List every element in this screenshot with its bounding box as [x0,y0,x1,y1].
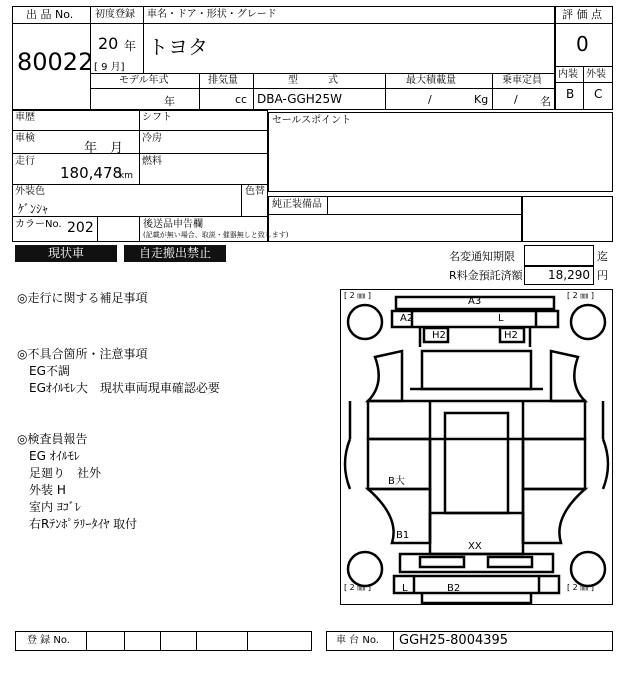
inspector-1: EG ｵｲﾙﾓﾚ [29,449,80,463]
recycle-label: R料金預託済額 [449,269,523,282]
genuine-equipment-label: 純正装備品 [272,199,322,210]
first-reg-label: 初度登録 [95,9,135,20]
lot-no-label: 出 品 No. [26,8,74,21]
damage-a2: A2 [400,313,414,324]
max-load-label: 最大積載量 [406,75,456,86]
rating-box [555,6,613,110]
damage-xx: XX [468,541,482,552]
model-year-unit: 年 [164,95,175,108]
lot-no: 80022 [17,48,94,76]
front-right-fender [551,351,585,401]
tire-front-left [348,305,382,339]
damage-a3: A3 [468,296,482,307]
damage-l-rear: L [402,583,408,594]
tire-depth-front-left: [ 2 ㎜ ] [344,291,371,300]
tire-rear-right [571,552,605,586]
capacity-unit: 名 [540,95,551,108]
inspector-2: 足廻り 社外 [29,466,102,480]
front-left-fender [368,351,402,401]
damage-b2: B2 [447,583,461,594]
car-diagram-drawing [340,289,613,605]
tire-depth-rear-right: [ 2 ㎜ ] [567,583,594,592]
inspection-value: 年 月 [84,141,124,156]
exterior-grade: C [594,87,603,101]
capacity-slash: / [514,93,518,106]
supplement-title: ◎走行に関する補足事項 [17,291,148,305]
inspector-4: 室内 ﾖｺﾞﾚ [29,500,81,514]
body-outline [368,401,585,439]
color-no-value: 202 [67,220,94,236]
recycle-value: 18,290 [548,268,590,282]
rating-value: 0 [576,32,589,56]
interior-grade: B [566,87,575,101]
car-name-label: 車名・ドア・形状・グレード [147,9,277,20]
model-year-label: モデル年式 [119,75,169,86]
inspector-3: 外装 H [29,483,66,497]
tire-rear-left [348,552,382,586]
name-change-box [524,245,594,267]
fuel-label: 燃料 [142,156,162,167]
car-diagram [340,289,613,605]
post-docs-note: (記載が無い場合、取説・催器無しと致します) [143,231,289,239]
car-name: トヨタ [148,35,208,59]
no-self-drive-badge: 自走搬出禁止 [124,245,226,262]
first-reg-month: [ 9 月] [94,62,125,73]
tire-front-right [571,305,605,339]
rear-right-fender [523,489,585,543]
inspection-label: 車検 [15,133,35,144]
damage-b1: B1 [396,530,410,541]
color-no-label: カラーNo. [15,219,62,230]
exterior-label: 外装 [586,69,606,80]
recycle-unit: 円 [597,269,608,282]
displacement-unit: cc [235,93,248,106]
shift-label: シフト [142,112,172,123]
rear-bumper [394,576,559,593]
roof [445,413,508,513]
damage-h2-left: H2 [432,330,446,341]
defect-1: EG不調 [29,364,70,378]
reg-no-label: 登 録 No. [27,635,70,646]
hood [422,351,531,389]
mileage-value: 180,478 [60,164,123,182]
damage-h2-right: H2 [504,330,518,341]
ext-color-label: 外装色 [15,186,45,197]
name-change-unit: 迄 [597,250,608,263]
year-unit: 年 [124,39,137,53]
damage-l-front: L [498,313,504,324]
ac-label: 冷房 [142,133,162,144]
inspector-title: ◎検査員報告 [17,432,88,446]
name-change-label: 名変通知期限 [449,250,515,263]
max-load-slash: / [428,93,432,106]
type-label: 型 式 [288,75,338,86]
max-load-unit: Kg [474,93,489,106]
chassis-value: GGH25-8004395 [399,633,509,648]
first-reg-year: 20 [98,34,119,53]
mileage-label: 走行 [15,156,35,167]
tire-depth-rear-left: [ 2 ㎜ ] [344,583,371,592]
inspector-5: 右Rﾃﾝﾎﾟﾗﾘｰﾀｲﾔ 取付 [29,517,138,531]
history-label: 車歴 [15,112,35,123]
defects-title: ◎不具合箇所・注意事項 [17,347,148,361]
current-state-badge: 現状車 [15,245,117,262]
ext-color-value: ｹﾞﾝｼｬ [18,202,49,216]
type-value: DBA-GGH25W [257,92,342,106]
damage-b-large: B大 [388,476,405,487]
capacity-label: 乗車定員 [502,75,542,86]
mileage-unit: km [119,171,133,181]
defect-2: EGｵｲﾙﾓﾚ大 現状車両現車確認必要 [29,381,220,395]
chassis-label: 車 台 No. [336,635,379,646]
post-docs-label: 後送品申告欄 [143,219,203,230]
displacement-label: 排気量 [208,75,238,86]
interior-label: 内装 [558,69,578,80]
color-change-label: 色替 [245,186,265,197]
sales-point-label: セールスポイント [272,115,352,126]
tire-depth-front-right: [ 2 ㎜ ] [567,291,594,300]
rating-label: 評 価 点 [562,8,602,21]
